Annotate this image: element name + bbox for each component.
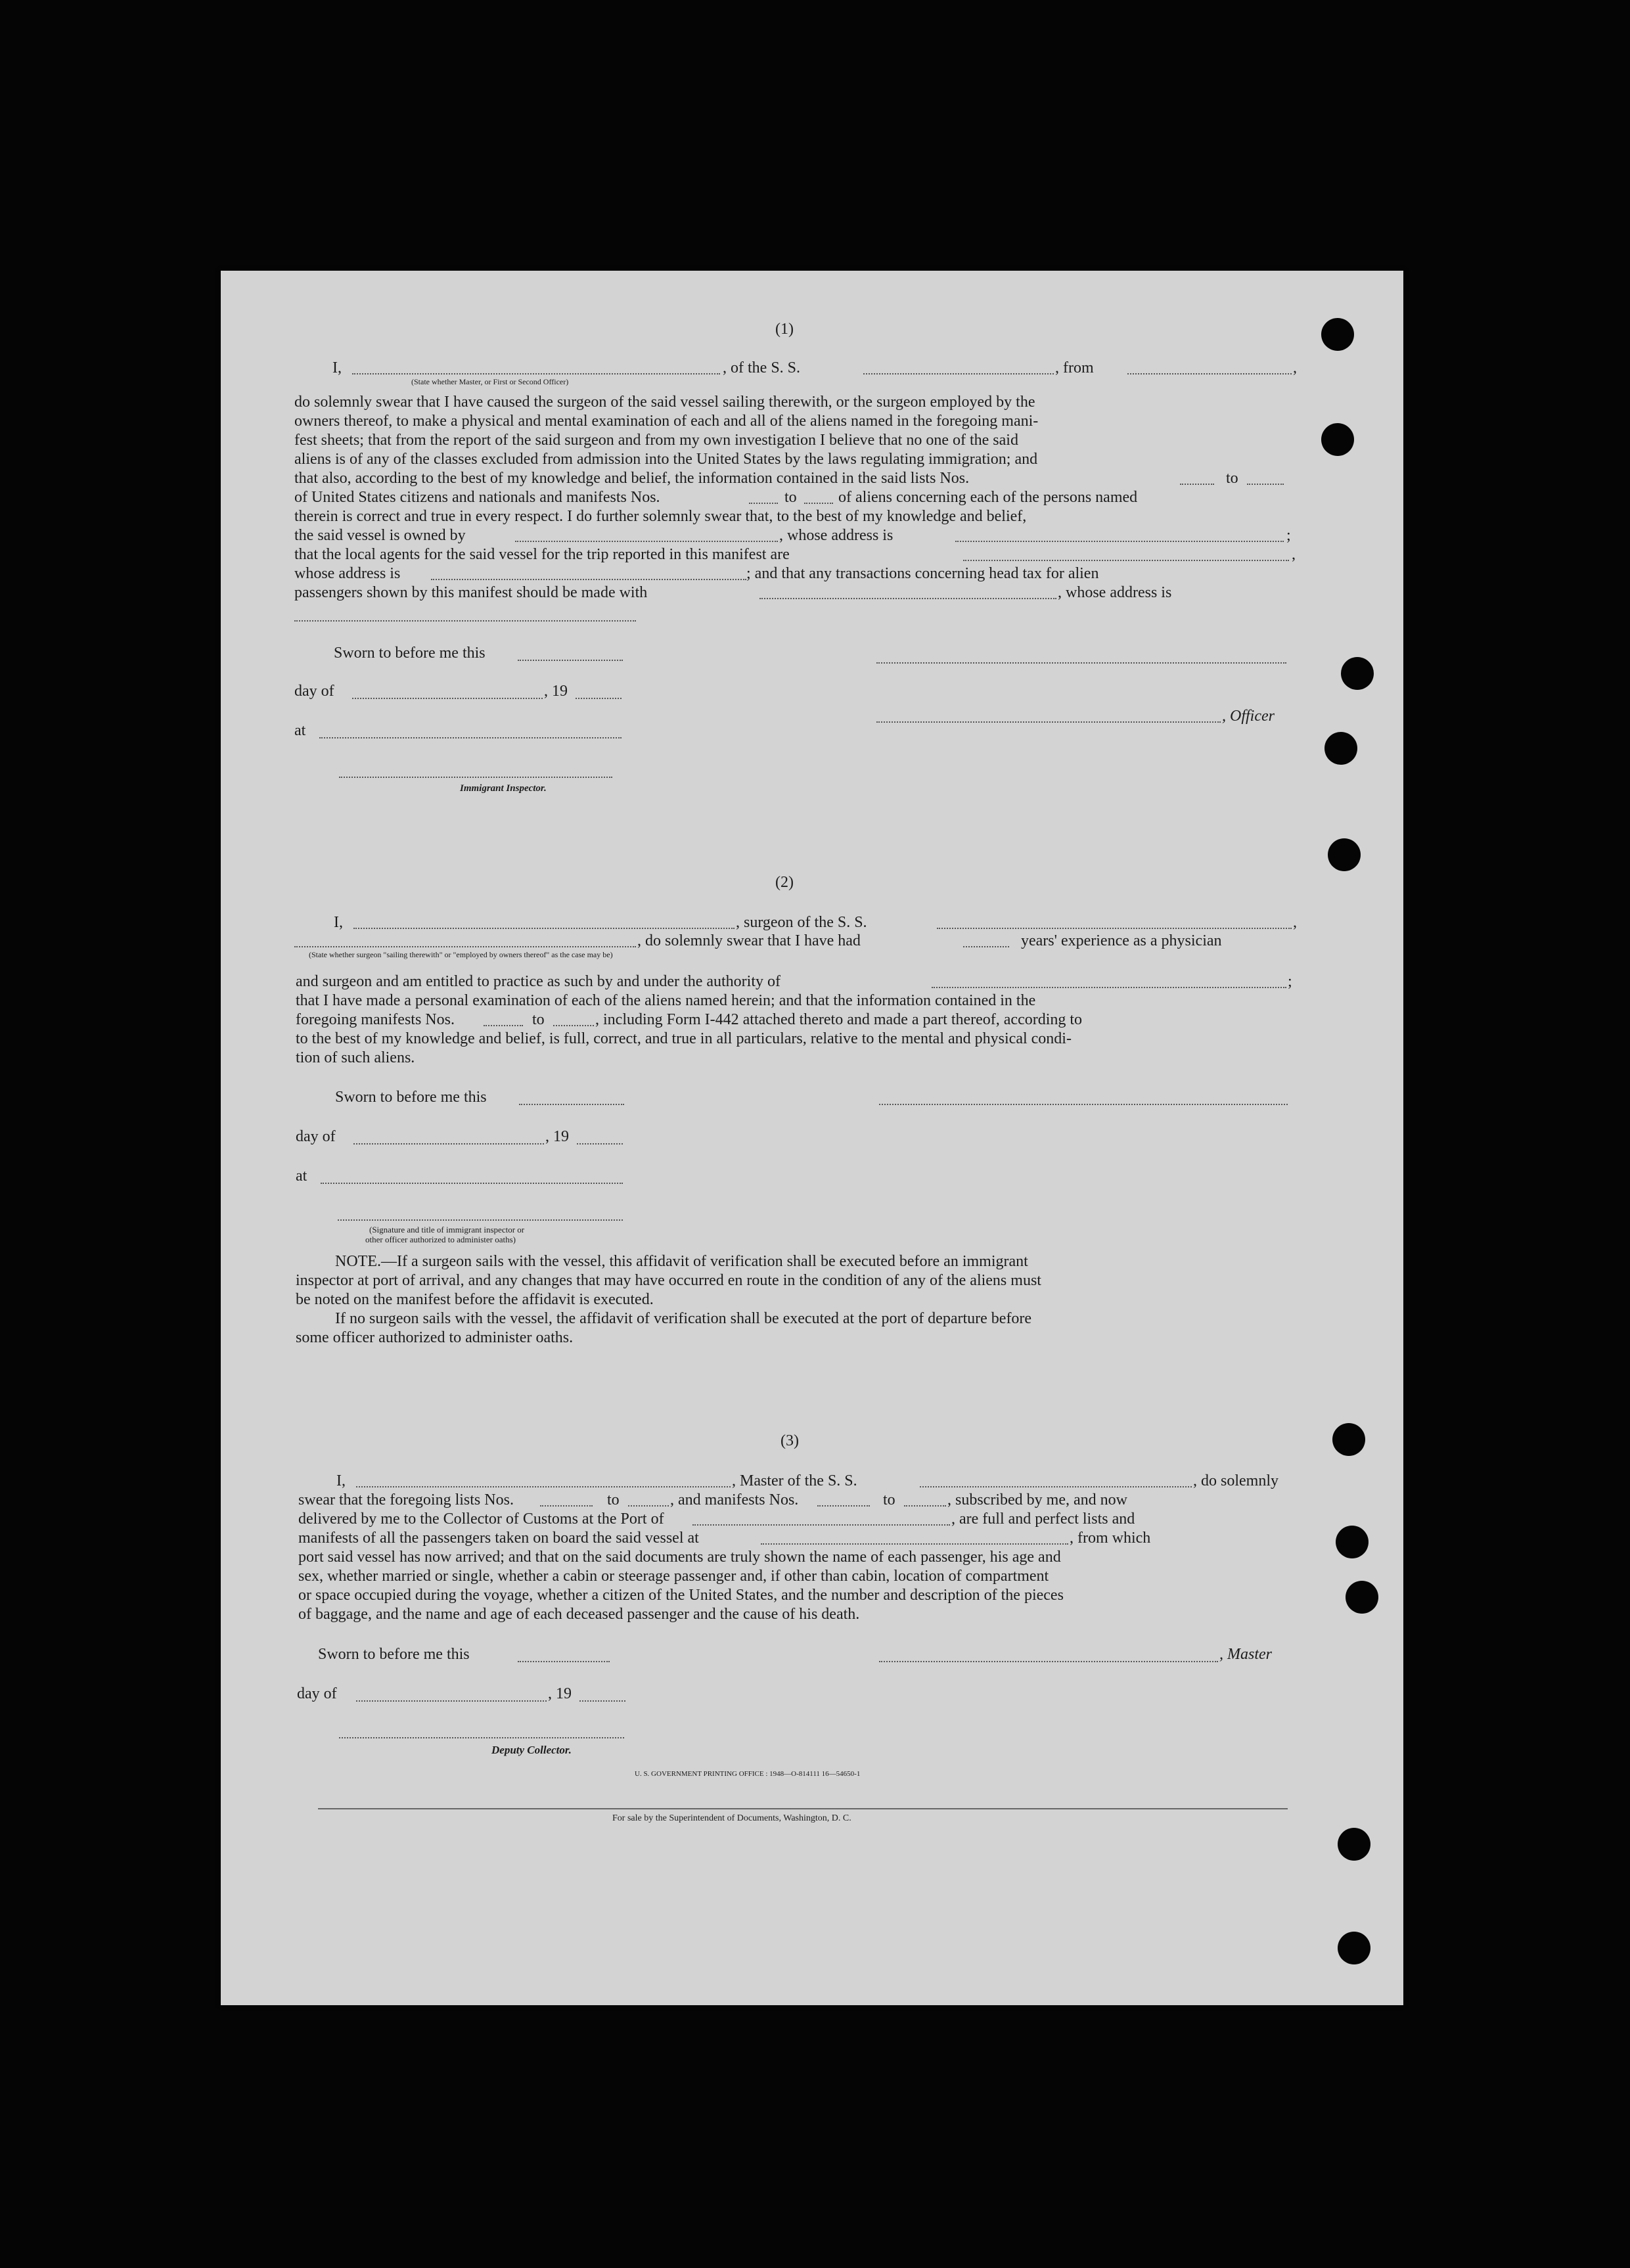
s2-status-note: (State whether surgeon "sailing therewith" or "employed by owners thereof" as the case may be) [309,950,613,959]
s2-day-of: day of [296,1128,336,1145]
s1-line-6: of United States citizens and nationals and manifests Nos. [294,489,660,506]
s1-owner-address-field[interactable] [955,541,1284,542]
s3-i: I, [336,1472,346,1489]
s1-line-3: fest sheets; that from the report of the said surgeon and from my own investigation I believe that no one of the said [294,432,1018,449]
s1-manifests-from-field[interactable] [749,503,778,504]
s2-years-field[interactable] [963,946,1009,947]
punch-hole [1324,732,1357,765]
s1-at-field[interactable] [319,737,622,738]
s1-inspector-caption: Immigrant Inspector. [460,783,547,794]
s3-name-field[interactable] [356,1486,731,1487]
manifest-form-sheet [221,271,1403,2005]
s2-i: I, [334,914,343,931]
s2-line-1: and surgeon and am entitled to practice as such by and under the authority of [296,973,781,990]
s3-line-2: delivered by me to the Collector of Customs at the Port of [298,1510,664,1528]
punch-hole [1341,657,1374,690]
s1-whose-address: , whose address is [779,527,894,544]
s1-agents-field[interactable] [963,560,1289,561]
s1-lists-to-field[interactable] [1247,484,1284,485]
s3-master-signature-line[interactable] [879,1661,1218,1662]
s2-note-1: NOTE.—If a surgeon sails with the vessel, this affidavit of verification shall be executed before an immigrant [335,1253,1028,1270]
s2-line-4: to the best of my knowledge and belief, is full, correct, and true in all particulars, relative to the mental and physical condi- [296,1030,1072,1047]
s3-lists-to-field[interactable] [628,1505,669,1507]
s2-sig-caption-1: (Signature and title of immigrant inspector or [369,1225,525,1235]
section-1-number: (1) [775,321,794,338]
comma: , [1293,359,1297,376]
punch-hole [1332,1423,1365,1456]
section-3-number: (3) [781,1432,799,1449]
s2-year-field[interactable] [577,1143,623,1145]
s3-line-1: swear that the foregoing lists Nos. [298,1491,514,1508]
s1-officer-field[interactable] [876,721,1221,723]
punch-hole [1338,1828,1370,1861]
s1-line-8: the said vessel is owned by [294,527,466,544]
s2-manifests-to-field[interactable] [553,1025,594,1026]
s3-do-solemnly: , do solemnly [1193,1472,1279,1489]
punch-hole [1336,1526,1369,1558]
punch-hole [1338,1932,1370,1964]
s1-rank-note: (State whether Master, or First or Second Officer) [411,377,569,386]
s3-line-4: port said vessel has now arrived; and that on the said documents are truly shown the name of each passenger, his age and [298,1549,1061,1566]
s1-to-2: to [784,489,797,506]
s1-officer-signature-line[interactable] [876,662,1286,664]
s1-line-11: passengers shown by this manifest should be made with [294,584,648,601]
s2-note-3: be noted on the manifest before the affidavit is executed. [296,1291,654,1308]
s3-line-6: or space occupied during the voyage, whether a citizen of the United States, and the number and description of the pieces [298,1587,1064,1604]
s2-manifests-from-field[interactable] [484,1025,523,1026]
s3-sworn-day-field[interactable] [518,1661,610,1662]
s1-head-tax-address-field[interactable] [294,620,636,622]
s1-line-9: that the local agents for the said vessel for the trip reported in this manifest are [294,546,790,563]
s1-line-5: that also, according to the best of my knowledge and belief, the information contained in the said lists Nos. [294,470,970,487]
s2-authority-field[interactable] [932,987,1286,988]
s1-of-the-ss: , of the S. S. [723,359,801,376]
s1-year-field[interactable] [576,698,622,699]
punch-hole [1346,1581,1378,1614]
section-2-number: (2) [775,874,794,891]
s3-and-manifests: , and manifests Nos. [670,1491,799,1508]
s3-master-label: , Master [1219,1646,1272,1663]
s1-line-2: owners thereof, to make a physical and mental examination of each and all of the aliens named in the foregoing mani- [294,413,1039,430]
s1-to: to [1226,470,1238,487]
s1-sworn-day-field[interactable] [518,660,623,661]
s3-deputy-caption: Deputy Collector. [491,1744,572,1756]
comma: , [1293,914,1297,931]
s1-lists-from-field[interactable] [1180,484,1214,485]
s3-subscribed: , subscribed by me, and now [947,1491,1127,1508]
s3-sworn: Sworn to before me this [318,1646,470,1663]
s2-year: , 19 [545,1128,569,1145]
s2-line-5: tion of such aliens. [296,1049,415,1066]
s2-sailing-status-field[interactable] [294,946,636,947]
s2-officer-signature-line[interactable] [338,1219,623,1221]
s2-sworn-day-field[interactable] [519,1104,624,1105]
s1-agents-address-field[interactable] [431,579,746,580]
s2-at: at [296,1168,307,1185]
s1-at: at [294,722,306,739]
s3-vessel-field[interactable] [920,1486,1192,1487]
s3-manifests-to-field[interactable] [904,1505,946,1507]
sale-notice: For sale by the Superintendent of Documents, Washington, D. C. [612,1813,851,1823]
s3-line-3: manifests of all the passengers taken on board the said vessel at [298,1530,699,1547]
s2-vessel-field[interactable] [937,928,1292,929]
s3-deputy-signature-line[interactable] [339,1737,624,1738]
semicolon: ; [1288,973,1292,990]
s1-whose-address-2: , whose address is [1058,584,1172,601]
s2-surgeon-of: , surgeon of the S. S. [736,914,867,931]
gpo-imprint: U. S. GOVERNMENT PRINTING OFFICE : 1948—O-814111 16—54650-1 [635,1770,861,1778]
s2-sig-caption-2: other officer authorized to administer oaths) [365,1235,516,1244]
s3-manifests-from-field[interactable] [817,1505,870,1507]
s1-line-1: do solemnly swear that I have caused the surgeon of the said vessel sailing therewith, or the surgeon employed by the [294,394,1035,411]
s3-year-field[interactable] [579,1700,625,1702]
s3-line-7: of baggage, and the name and age of each deceased passenger and the cause of his death. [298,1606,860,1623]
s2-note-4: If no surgeon sails with the vessel, the affidavit of verification shall be executed at the port of departure before [335,1310,1032,1327]
comma: , [1292,546,1296,563]
s1-owner-field[interactable] [515,541,778,542]
s2-to: to [532,1011,545,1028]
s3-to-2: to [883,1491,895,1508]
s1-i: I, [332,359,342,376]
s3-port-field[interactable] [692,1524,950,1526]
s3-lists-from-field[interactable] [540,1505,593,1507]
s1-month-field[interactable] [352,698,543,699]
s2-sworn: Sworn to before me this [335,1089,487,1106]
s3-month-field[interactable] [356,1700,547,1702]
s1-head-tax-party-field[interactable] [759,598,1056,599]
s2-years: years' experience as a physician [1021,932,1222,949]
s2-note-2: inspector at port of arrival, and any changes that may have occurred en route in the condition of any of the aliens must [296,1272,1041,1289]
s3-from-which: , from which [1070,1530,1151,1547]
s1-sworn: Sworn to before me this [334,645,486,662]
s3-master-of: , Master of the S. S. [732,1472,857,1489]
footer-rule [318,1808,1288,1809]
punch-hole [1321,318,1354,351]
semicolon: ; [1286,527,1291,544]
s1-from-field[interactable] [1127,373,1292,374]
s2-note-5: some officer authorized to administer oaths. [296,1329,574,1346]
s1-of-aliens: of aliens concerning each of the persons named [838,489,1138,506]
s1-officer-label: , Officer [1222,708,1275,725]
s1-line-10: whose address is [294,565,401,582]
s2-line-2: that I have made a personal examination of each of the aliens named herein; and that the information contained in the [296,992,1036,1009]
s1-year: , 19 [544,683,568,700]
s1-line-4: aliens is of any of the classes excluded from admission into the United States by the laws regulating immigration; and [294,451,1038,468]
s3-year: , 19 [548,1685,572,1702]
s3-day-of: day of [297,1685,337,1702]
s3-to: to [607,1491,620,1508]
s1-vessel-field[interactable] [863,373,1054,374]
s2-month-field[interactable] [353,1143,544,1145]
s1-manifests-to-field[interactable] [804,503,833,504]
s1-head-tax: ; and that any transactions concerning head tax for alien [746,565,1099,582]
s2-surgeon-name-field[interactable] [353,928,735,929]
s1-inspector-signature-line[interactable] [339,777,612,778]
s2-at-field[interactable] [321,1183,623,1184]
s2-line-3: foregoing manifests Nos. [296,1011,455,1028]
s1-officer-rank-field[interactable] [352,373,720,374]
s1-line-7: therein is correct and true in every respect. I do further solemnly swear that, to the best of my knowledge and belief, [294,508,1027,525]
s2-surgeon-signature-line[interactable] [879,1104,1288,1105]
punch-hole [1328,838,1361,871]
s1-from: , from [1055,359,1094,376]
punch-hole [1321,423,1354,456]
s2-including: , including Form I-442 attached thereto and made a part thereof, according to [595,1011,1083,1028]
s1-day-of: day of [294,683,334,700]
s3-full-perfect: , are full and perfect lists and [951,1510,1135,1528]
s3-line-5: sex, whether married or single, whether a cabin or steerage passenger and, if other than cabin, location of compartment [298,1568,1049,1585]
s2-do-swear: , do solemnly swear that I have had [637,932,861,949]
s3-boarding-port-field[interactable] [761,1543,1068,1545]
